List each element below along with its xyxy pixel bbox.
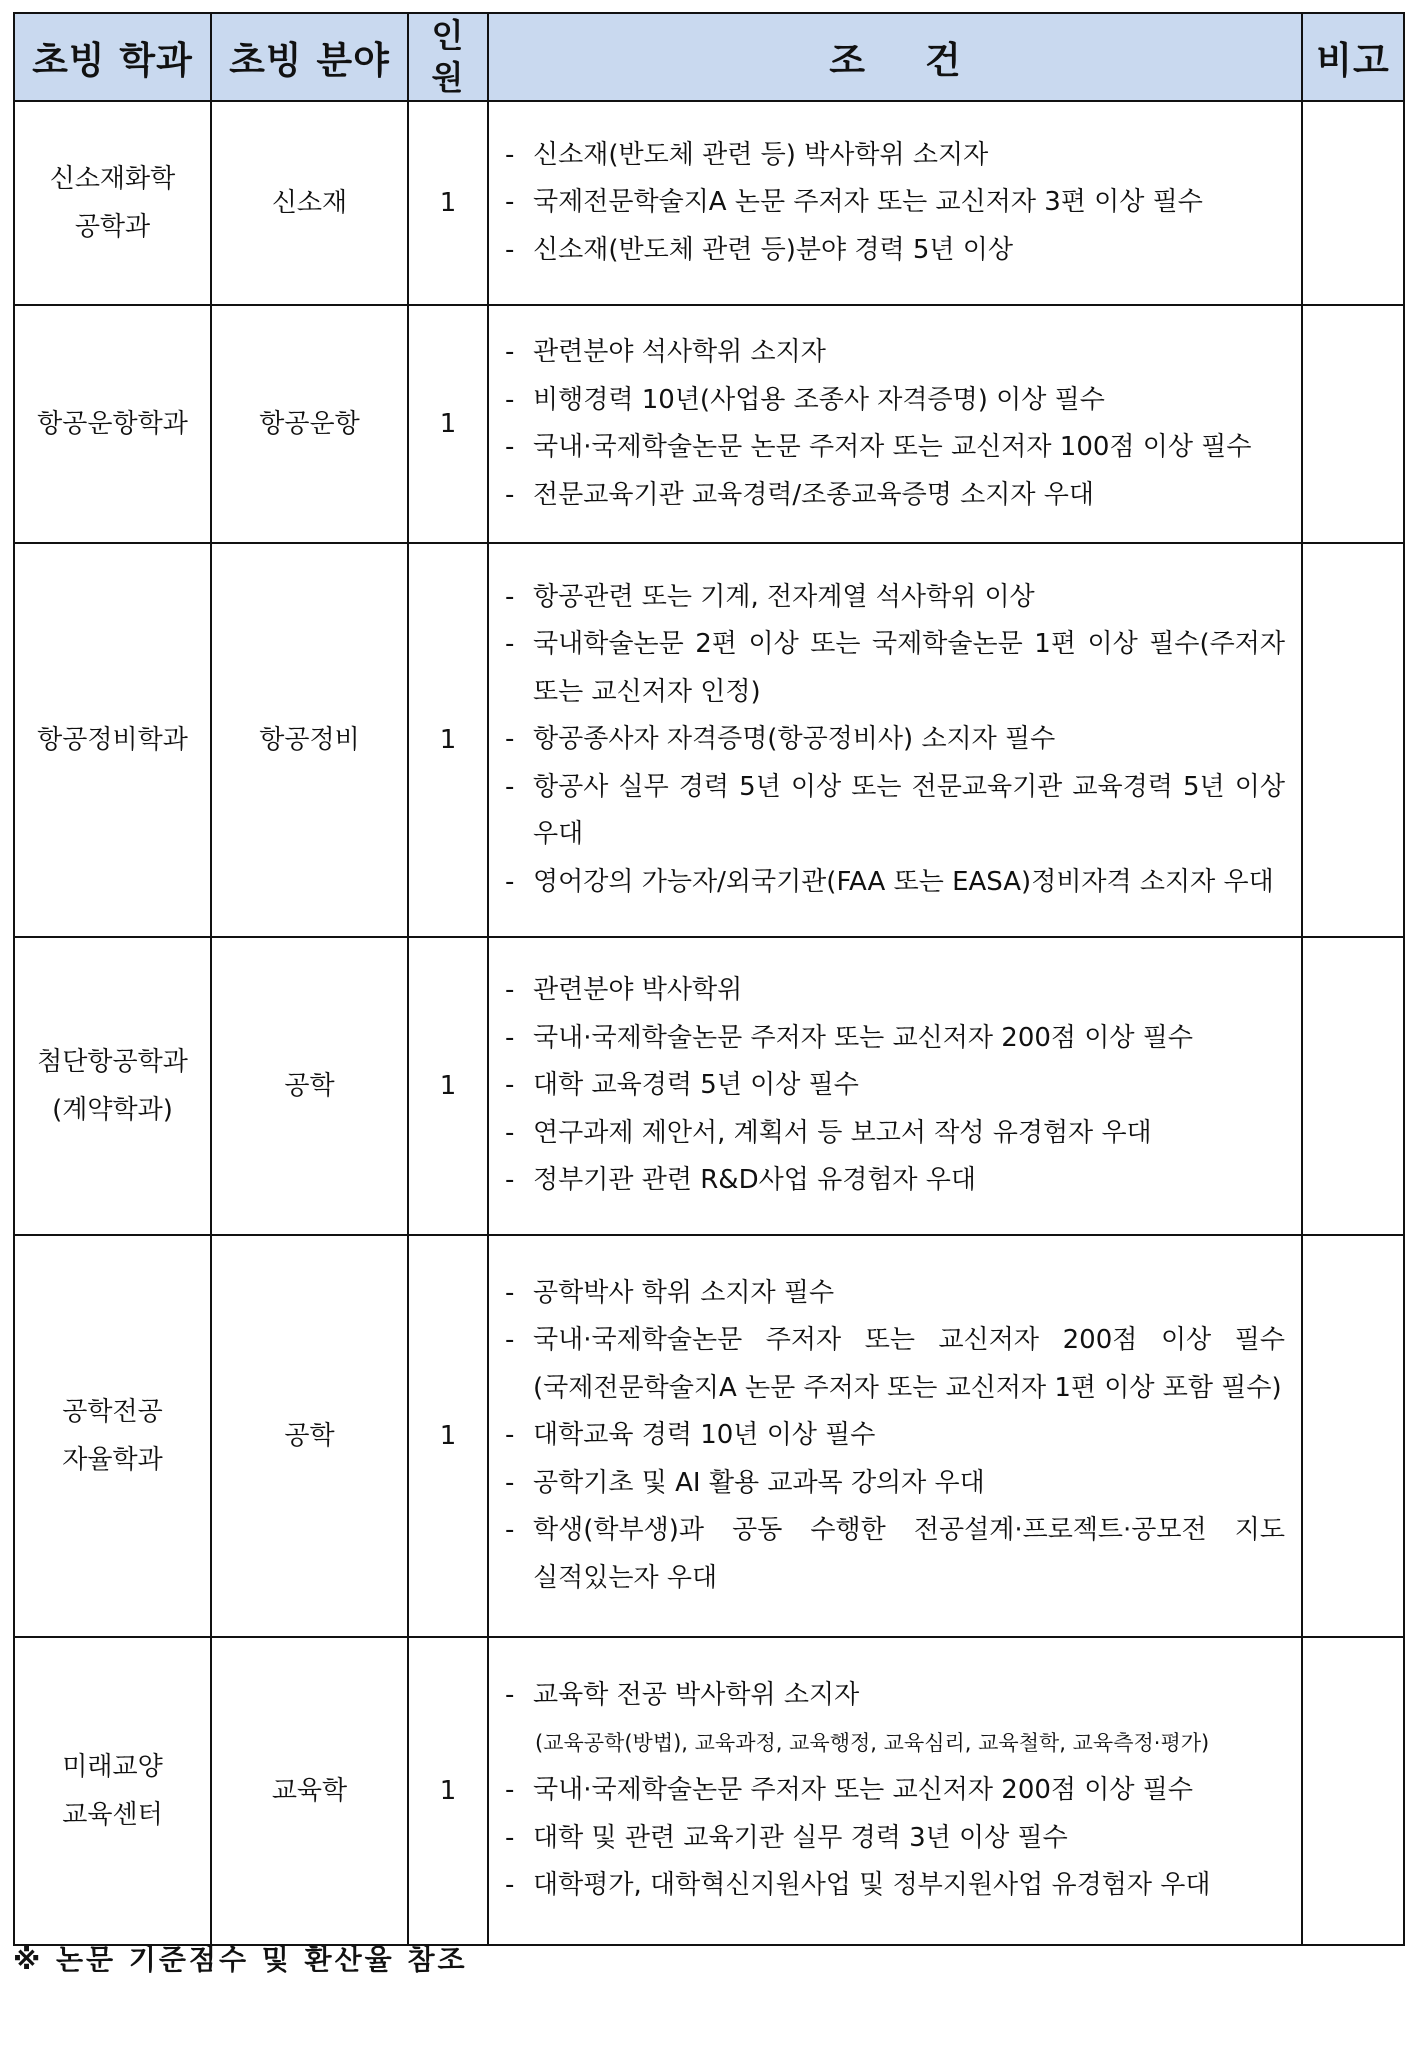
- condition-cell: [488, 305, 1302, 543]
- field-cell: 교육학: [211, 1637, 408, 1945]
- dept-line: (계약학과): [52, 1095, 173, 1125]
- condition-item: - 항공사 실무 경력 5년 이상 또는 전문교육기관 교육경력 5년 이상 우대: [505, 764, 1285, 859]
- condition-item: - 대학평가, 대학혁신지원사업 및 정부지원사업 유경험자 우대: [505, 1862, 1285, 1910]
- condition-item: - 학생(학부생)과 공동 수행한 전공설계·프로젝트·공모전 지도 실적있는자 우대: [505, 1507, 1285, 1602]
- condition-item: - 공학박사 학위 소지자 필수: [505, 1270, 1285, 1318]
- table-row: [14, 937, 1404, 1235]
- header-condition: 조건: [488, 13, 1302, 101]
- condition-item: - 대학 교육경력 5년 이상 필수: [505, 1062, 1285, 1110]
- count-cell: 1: [408, 101, 488, 305]
- field-cell: 항공정비: [211, 543, 408, 937]
- condition-item: - 대학 및 관련 교육기관 실무 경력 3년 이상 필수: [505, 1815, 1285, 1863]
- condition-list: [505, 1672, 1285, 1910]
- count-cell: 1: [408, 543, 488, 937]
- dept-cell: [14, 1235, 211, 1637]
- condition-item: - 국내·국제학술논문 주저자 또는 교신저자 200점 이상 필수: [505, 1015, 1285, 1063]
- condition-item: - 공학기초 및 AI 활용 교과목 강의자 우대: [505, 1460, 1285, 1508]
- note-cell: [1302, 305, 1404, 543]
- header-row: [14, 13, 1404, 101]
- header-dept: 초빙 학과: [14, 13, 211, 101]
- header-field: 초빙 분야: [211, 13, 408, 101]
- note-cell: [1302, 1637, 1404, 1945]
- condition-item: - 영어강의 가능자/외국기관(FAA 또는 EASA)정비자격 소지자 우대: [505, 859, 1285, 907]
- condition-item: - 국내학술논문 2편 이상 또는 국제학술논문 1편 이상 필수(주저자 또는 교신저자 인정): [505, 621, 1285, 716]
- condition-item: - 국내·국제학술논문 주저자 또는 교신저자 200점 이상 필수 (국제전문학술지A 논문 주저자 또는 교신저자 1편 이상 포함 필수): [505, 1317, 1285, 1412]
- note-cell: [1302, 937, 1404, 1235]
- condition-item: - 연구과제 제안서, 계획서 등 보고서 작성 유경험자 우대: [505, 1110, 1285, 1158]
- count-cell: 1: [408, 1235, 488, 1637]
- condition-item: - 비행경력 10년(사업용 조종사 자격증명) 이상 필수: [505, 377, 1285, 425]
- condition-item: - 국내·국제학술논문 논문 주저자 또는 교신저자 100점 이상 필수: [505, 424, 1285, 472]
- dept-line: 미래교양: [62, 1752, 163, 1782]
- footnote: ※ 논문 기준점수 및 환산율 참조: [13, 1943, 468, 1976]
- header-count: [408, 13, 488, 101]
- header-count-top: 인: [431, 16, 465, 55]
- table-row: [14, 543, 1404, 937]
- condition-list: [505, 574, 1285, 907]
- dept-cell: [14, 1637, 211, 1945]
- condition-item: - 국제전문학술지A 논문 주저자 또는 교신저자 3편 이상 필수: [505, 179, 1285, 227]
- field-cell: 공학: [211, 937, 408, 1235]
- count-cell: 1: [408, 937, 488, 1235]
- header-count-bottom: 원: [431, 58, 465, 97]
- condition-list: [505, 967, 1285, 1205]
- dept-line: 자율학과: [62, 1445, 163, 1475]
- condition-item: - 대학교육 경력 10년 이상 필수: [505, 1412, 1285, 1460]
- condition-item: - 관련분야 박사학위: [505, 967, 1285, 1015]
- table-row: [14, 1235, 1404, 1637]
- recruitment-table: [13, 12, 1405, 1946]
- header-note: 비고: [1302, 13, 1404, 101]
- condition-list: [505, 1270, 1285, 1603]
- count-cell: 1: [408, 305, 488, 543]
- condition-item: - 신소재(반도체 관련 등)분야 경력 5년 이상: [505, 227, 1285, 275]
- dept-line: 공학과: [74, 212, 151, 242]
- condition-cell: [488, 937, 1302, 1235]
- condition-item: - 신소재(반도체 관련 등) 박사학위 소지자: [505, 132, 1285, 180]
- note-cell: [1302, 543, 1404, 937]
- condition-cell: [488, 101, 1302, 305]
- table-row: [14, 1637, 1404, 1945]
- dept-line: 공학전공: [62, 1397, 163, 1427]
- condition-item: - 국내·국제학술논문 주저자 또는 교신저자 200점 이상 필수: [505, 1767, 1285, 1815]
- dept-line: 신소재화학: [49, 164, 176, 194]
- dept-line: 항공정비학과: [37, 725, 188, 755]
- field-cell: 항공운항: [211, 305, 408, 543]
- table-row: [14, 101, 1404, 305]
- dept-line: 항공운항학과: [37, 409, 188, 439]
- condition-sub-note: (교육공학(방법), 교육과정, 교육행정, 교육심리, 교육철학, 교육측정·평가): [535, 1730, 1210, 1755]
- field-cell: 신소재: [211, 101, 408, 305]
- condition-cell: [488, 543, 1302, 937]
- condition-item: - 항공관련 또는 기계, 전자계열 석사학위 이상: [505, 574, 1285, 622]
- dept-cell: [14, 543, 211, 937]
- dept-cell: [14, 305, 211, 543]
- condition-item: - 관련분야 석사학위 소지자: [505, 329, 1285, 377]
- field-cell: 공학: [211, 1235, 408, 1637]
- dept-cell: [14, 101, 211, 305]
- dept-line: 교육센터: [62, 1800, 163, 1830]
- dept-line: 첨단항공학과: [37, 1047, 188, 1077]
- note-cell: [1302, 101, 1404, 305]
- condition-cell: [488, 1235, 1302, 1637]
- condition-cell: [488, 1637, 1302, 1945]
- condition-list: [505, 132, 1285, 275]
- condition-item: - 교육학 전공 박사학위 소지자: [505, 1672, 1285, 1720]
- condition-item: - 전문교육기관 교육경력/조종교육증명 소지자 우대: [505, 472, 1285, 520]
- condition-item: - 정부기관 관련 R&D사업 유경험자 우대: [505, 1157, 1285, 1205]
- count-cell: 1: [408, 1637, 488, 1945]
- condition-list: [505, 329, 1285, 519]
- note-cell: [1302, 1235, 1404, 1637]
- dept-cell: [14, 937, 211, 1235]
- condition-item: - 항공종사자 자격증명(항공정비사) 소지자 필수: [505, 716, 1285, 764]
- table-row: [14, 305, 1404, 543]
